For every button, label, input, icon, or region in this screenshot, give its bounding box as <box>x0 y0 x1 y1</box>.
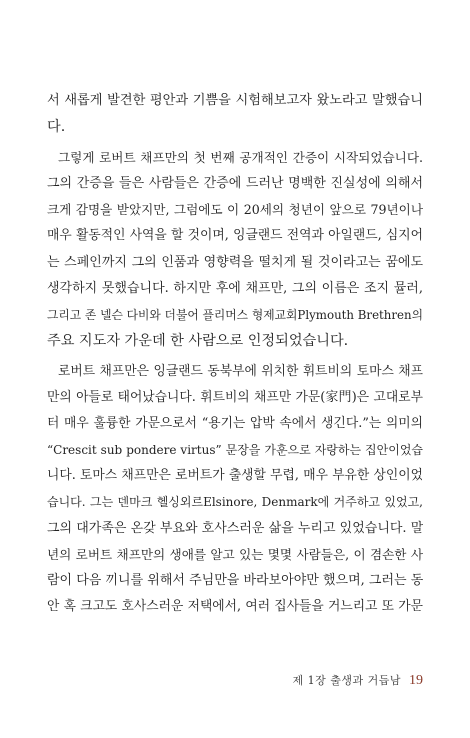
paragraph <box>47 88 423 140</box>
text-line: 다. <box>47 119 66 136</box>
paragraph <box>47 359 423 620</box>
text-line: 주요 지도자 가운데 한 사람으로 인정되었습니다. <box>47 332 349 349</box>
text-line: “Crescit sub pondere virtus” 문장을 가훈으로 자랑하는 집안이었습 <box>47 443 423 458</box>
text-line: 년의 로버트 채프만의 생애를 알고 있는 몇몇 사람들은, 이 겸손한 사 <box>47 546 423 562</box>
text-line: 니다. 토마스 채프만은 로버트가 출생할 무렵, 매우 부유한 상인이었 <box>47 468 423 484</box>
paragraph <box>47 145 423 354</box>
text-line: 터 매우 훌륭한 가문으로서 “용기는 압박 속에서 생긴다.”는 의미의 <box>47 416 423 432</box>
text-line: 람이 다음 끼니를 위해서 주님만을 바라보아야만 했으며, 그러는 동 <box>47 572 423 588</box>
text-line: 생각하지 못했습니다. 하지만 후에 채프만, 그의 이름은 조지 뮬러, <box>47 280 423 296</box>
text-line: 로버트 채프만은 잉글랜드 동북부에 위치한 휘트비의 토마스 채프 <box>58 363 423 379</box>
page-footer <box>293 672 424 689</box>
chapter-label: 제 1장 출생과 거듭남 <box>292 674 401 687</box>
text-line: 그의 대가족은 온갖 부요와 호사스러운 삶을 누리고 있었습니다. 말 <box>47 520 423 536</box>
text-line: 크게 감명을 받았지만, 그럼에도 이 20세의 청년이 앞으로 79년이나 <box>47 202 423 218</box>
text-line: 안 혹 크고도 호사스러운 저택에서, 여러 집사들을 거느리고 또 가문 <box>47 598 423 614</box>
text-line: 그의 간증을 들은 사람들은 간증에 드러난 명백한 진실성에 의해서 <box>47 176 423 192</box>
text-line: 만의 아들로 태어났습니다. 휘트비의 채프만 가문(家門)은 고대로부 <box>47 390 423 406</box>
text-line: 습니다. 그는 덴마크 헬싱외르Elsinore, Denmark에 거주하고 있었고, <box>47 495 423 510</box>
text-line: 매우 활동적인 사역을 할 것이며, 잉글랜드 전역과 아일랜드, 심지어 <box>47 228 423 244</box>
text-line: 그리고 존 넬슨 다비와 더불어 플리머스 형제교회Plymouth Brethren의 <box>47 307 423 322</box>
page-number: 19 <box>409 673 423 688</box>
text-line: 그렇게 로버트 채프만의 첫 번째 공개적인 간증이 시작되었습니다. <box>58 150 423 166</box>
text-line: 서 새롭게 발견한 평안과 기쁨을 시험해보고자 왔노라고 말했습니 <box>47 93 423 108</box>
page-body <box>47 88 423 620</box>
text-line: 는 스페인까지 그의 인품과 영향력을 떨치게 될 것이라고는 꿈에도 <box>47 254 423 270</box>
